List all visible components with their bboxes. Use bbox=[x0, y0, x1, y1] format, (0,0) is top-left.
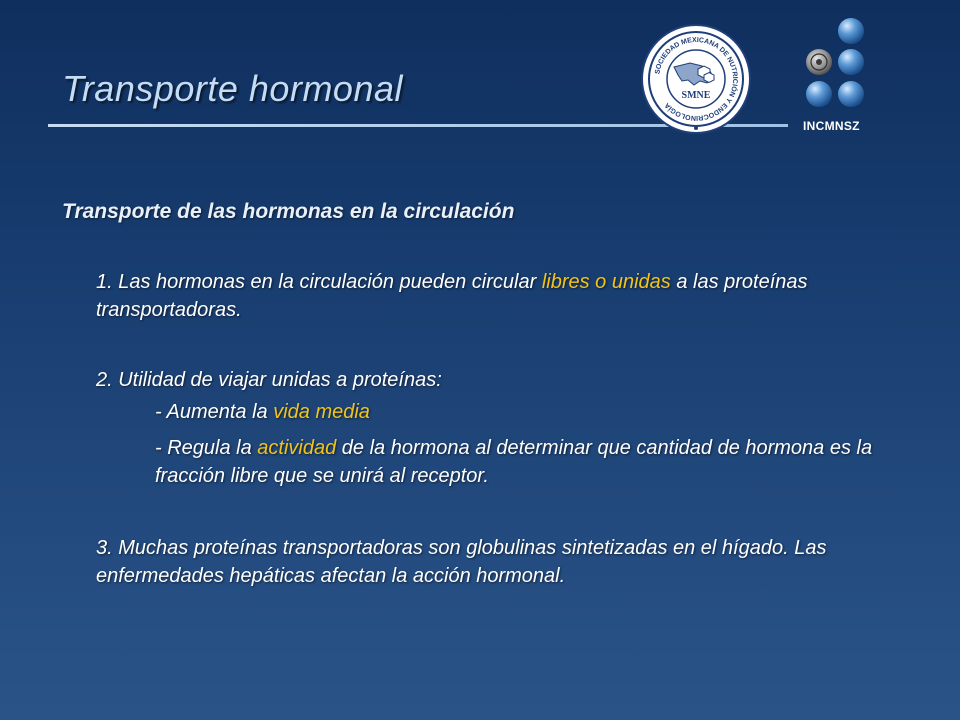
point-2: 2. Utilidad de viajar unidas a proteínas: bbox=[96, 369, 442, 391]
orb-icon bbox=[838, 81, 864, 107]
slide-title: Transporte hormonal bbox=[62, 68, 403, 109]
incmnsz-orb-logo bbox=[800, 14, 870, 114]
point-2a bbox=[155, 398, 875, 426]
point-1-highlight: libres o unidas bbox=[541, 271, 671, 293]
point-1-text-end: a las proteínas transportadoras. bbox=[96, 271, 808, 321]
seal-center-text: SMNE bbox=[681, 90, 711, 101]
orb-icon bbox=[838, 18, 864, 44]
section-subtitle: Transporte de las hormonas en la circulación bbox=[62, 200, 515, 223]
institution-label: INCMNSZ bbox=[803, 119, 860, 133]
point-2b-text-end: de la hormona al determinar que cantidad de hormona es la fracción libre que se unirá al receptor. bbox=[155, 437, 873, 487]
seal-ring-text: SOCIEDAD MEXICANA DE NUTRICIÓN Y ENDOCRINOLOGÍA bbox=[654, 36, 739, 122]
point-1 bbox=[96, 268, 866, 324]
orb-icon bbox=[806, 81, 832, 107]
smne-seal-logo bbox=[640, 23, 752, 135]
point-2b bbox=[155, 434, 875, 490]
point-2b-highlight: actividad bbox=[257, 437, 337, 459]
point-3: 3. Muchas proteínas transportadoras son globulinas sintetizadas en el hígado. Las enfermedades hepáticas afectan la acción hormonal. bbox=[96, 537, 827, 587]
orb-icon bbox=[838, 49, 864, 75]
point-1-text: 1. Las hormonas en la circulación pueden circular bbox=[96, 271, 542, 293]
point-2a-text: - Aumenta la bbox=[155, 401, 274, 423]
point-2b-text: - Regula la bbox=[155, 437, 258, 459]
point-2a-highlight: vida media bbox=[273, 401, 370, 423]
